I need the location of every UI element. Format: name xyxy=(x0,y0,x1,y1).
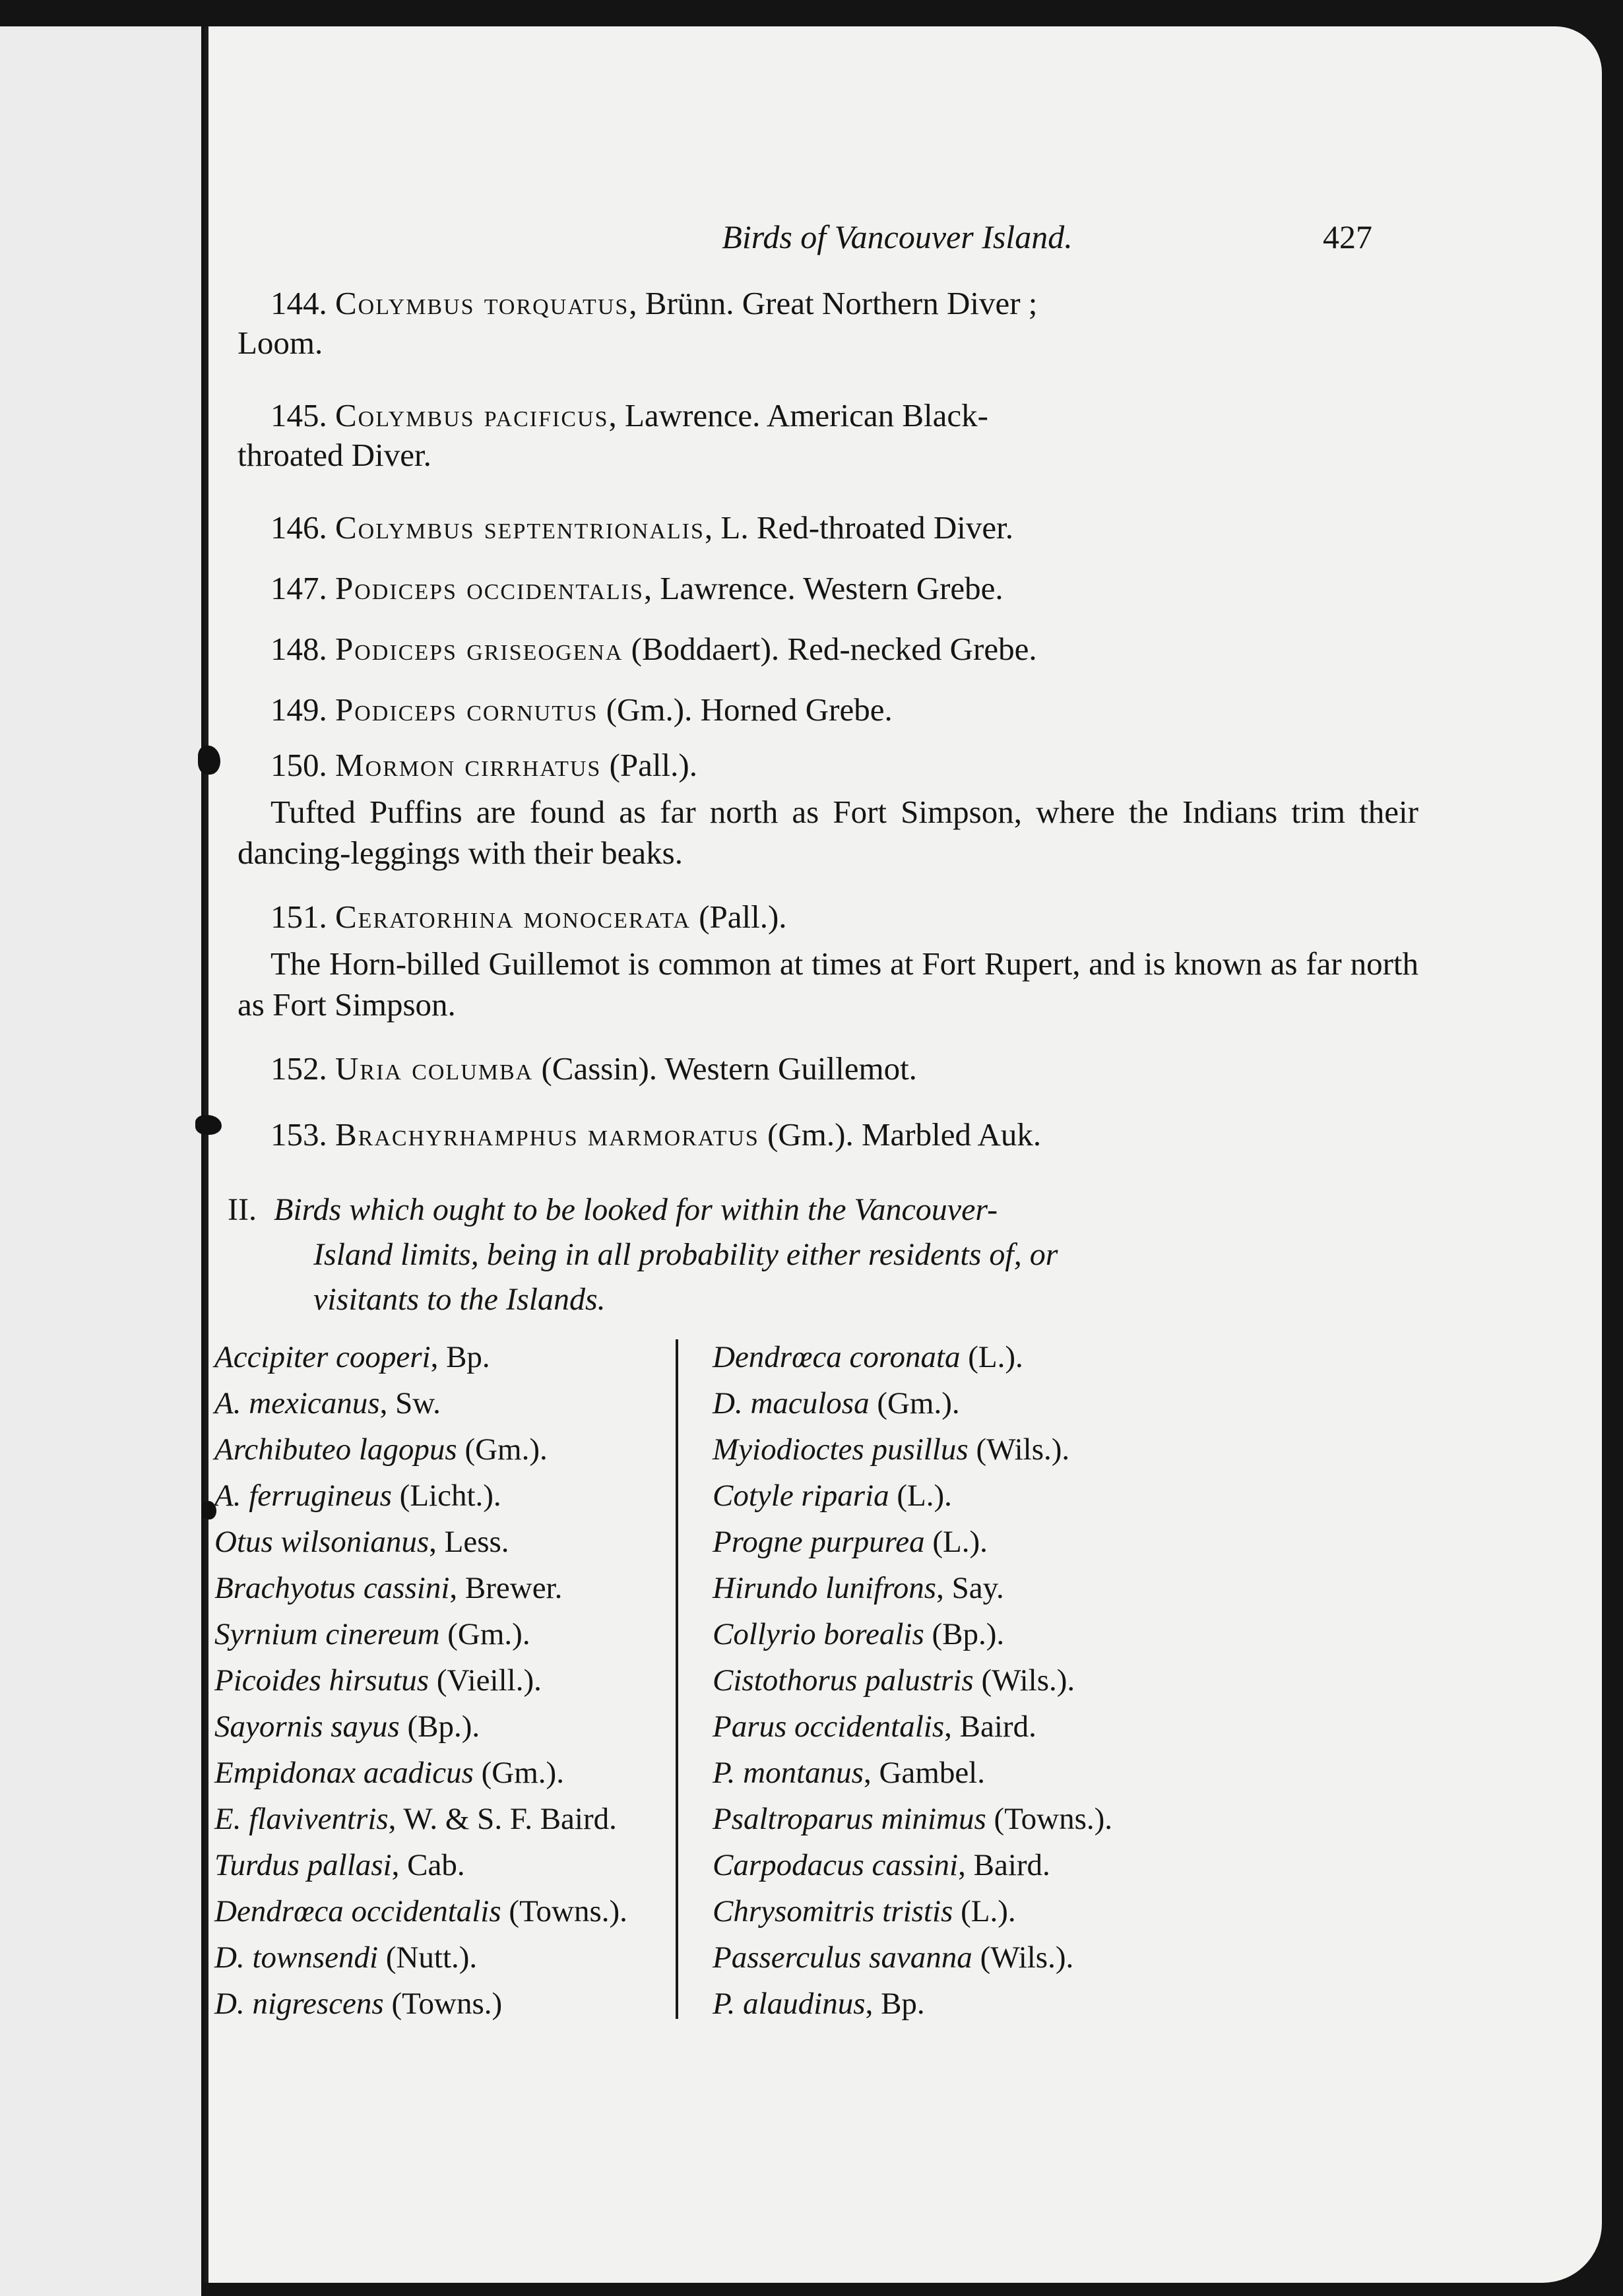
species-name: Colymbus septentrionalis xyxy=(335,509,705,546)
entry-149: 149. Podiceps cornutus (Gm.). Horned Grebe. xyxy=(270,691,893,728)
entry-150: 150. Mormon cirrhatus (Pall.). xyxy=(270,747,697,783)
entry-152: 152. Uria columba (Cassin). Western Guillemot. xyxy=(270,1050,917,1087)
list-item: Dendrœca coronata (L.). xyxy=(713,1340,1023,1374)
list-item: Otus wilsonianus, Less. xyxy=(214,1525,509,1559)
species-name: Colymbus torquatus xyxy=(335,285,629,321)
list-item: Collyrio borealis (Bp.). xyxy=(713,1617,1005,1651)
list-item: Accipiter cooperi, Bp. xyxy=(214,1340,490,1374)
note-151: The Horn-billed Guillemot is common at times at Fort Rupert, and is known as far north as Fort Simpson. xyxy=(238,945,1418,1023)
running-title: Birds of Vancouver Island. xyxy=(722,218,1073,255)
species-name: Uria columba xyxy=(335,1050,534,1087)
list-item: Syrnium cinereum (Gm.). xyxy=(214,1617,530,1651)
list-item: Sayornis sayus (Bp.). xyxy=(214,1709,480,1744)
list-item: Parus occidentalis, Baird. xyxy=(713,1709,1036,1744)
species-name: Ceratorhina monocerata xyxy=(335,899,691,935)
list-item: Myiodioctes pusillus (Wils.). xyxy=(713,1432,1070,1467)
entry-145: 145. Colymbus pacificus, Lawrence. American Black- throated Diver. xyxy=(238,397,988,473)
column-divider xyxy=(676,1339,678,2019)
section-heading: II. Birds which ought to be looked for within the Vancouver- Island limits, being in all probability either residents of, or visitants to the Islands. xyxy=(228,1188,1415,1322)
list-item: P. alaudinus, Bp. xyxy=(713,1987,925,2021)
list-item: Psaltroparus minimus (Towns.). xyxy=(713,1802,1113,1836)
species-name: Podiceps cornutus xyxy=(335,691,598,728)
list-item: A. ferrugineus (Licht.). xyxy=(214,1479,501,1513)
list-item: D. maculosa (Gm.). xyxy=(713,1386,960,1420)
list-item: Picoides hirsutus (Vieill.). xyxy=(214,1663,542,1698)
list-item: Brachyotus cassini, Brewer. xyxy=(214,1571,563,1605)
list-item: P. montanus, Gambel. xyxy=(713,1756,985,1790)
list-item: Dendrœca occidentalis (Towns.). xyxy=(214,1894,627,1929)
list-item: Passerculus savanna (Wils.). xyxy=(713,1940,1074,1975)
species-list-left xyxy=(214,1334,703,2027)
list-item: Archibuteo lagopus (Gm.). xyxy=(214,1432,548,1467)
list-item: D. townsendi (Nutt.). xyxy=(214,1940,478,1975)
list-item: Progne purpurea (L.). xyxy=(713,1525,988,1559)
list-item: Carpodacus cassini, Baird. xyxy=(713,1848,1050,1882)
list-item: Cistothorus palustris (Wils.). xyxy=(713,1663,1075,1698)
species-name: Mormon cirrhatus xyxy=(335,747,602,783)
species-name: Brachyrhamphus marmoratus xyxy=(335,1116,759,1153)
entry-146: 146. Colymbus septentrionalis, L. Red-throated Diver. xyxy=(270,509,1013,546)
entry-148: 148. Podiceps griseogena (Boddaert). Red-necked Grebe. xyxy=(270,631,1037,667)
entry-151: 151. Ceratorhina monocerata (Pall.). xyxy=(270,899,787,935)
species-list-right xyxy=(713,1334,1201,2027)
section-number: II. xyxy=(228,1192,257,1227)
list-item: Turdus pallasi, Cab. xyxy=(214,1848,465,1882)
list-item: Hirundo lunifrons, Say. xyxy=(713,1571,1004,1605)
list-item: Chrysomitris tristis (L.). xyxy=(713,1894,1016,1929)
list-item: Empidonax acadicus (Gm.). xyxy=(214,1756,564,1790)
page-number: 427 xyxy=(1323,218,1372,255)
note-150: Tufted Puffins are found as far north as Fort Simpson, where the Indians trim their dancing-leggings with their beaks. xyxy=(238,794,1418,871)
list-item: E. flaviventris, W. & S. F. Baird. xyxy=(214,1802,617,1836)
species-name: Podiceps occidentalis xyxy=(335,570,644,606)
entry-144: 144. Colymbus torquatus, Brünn. Great Northern Diver ; Loom. xyxy=(238,285,1038,361)
list-item: Cotyle riparia (L.). xyxy=(713,1479,952,1513)
list-item: D. nigrescens (Towns.) xyxy=(214,1987,503,2021)
entry-147: 147. Podiceps occidentalis, Lawrence. Western Grebe. xyxy=(270,570,1003,606)
entry-153: 153. Brachyrhamphus marmoratus (Gm.). Marbled Auk. xyxy=(270,1116,1042,1153)
list-item: A. mexicanus, Sw. xyxy=(214,1386,441,1420)
species-name: Colymbus pacificus xyxy=(335,397,609,433)
species-name: Podiceps griseogena xyxy=(335,631,623,667)
